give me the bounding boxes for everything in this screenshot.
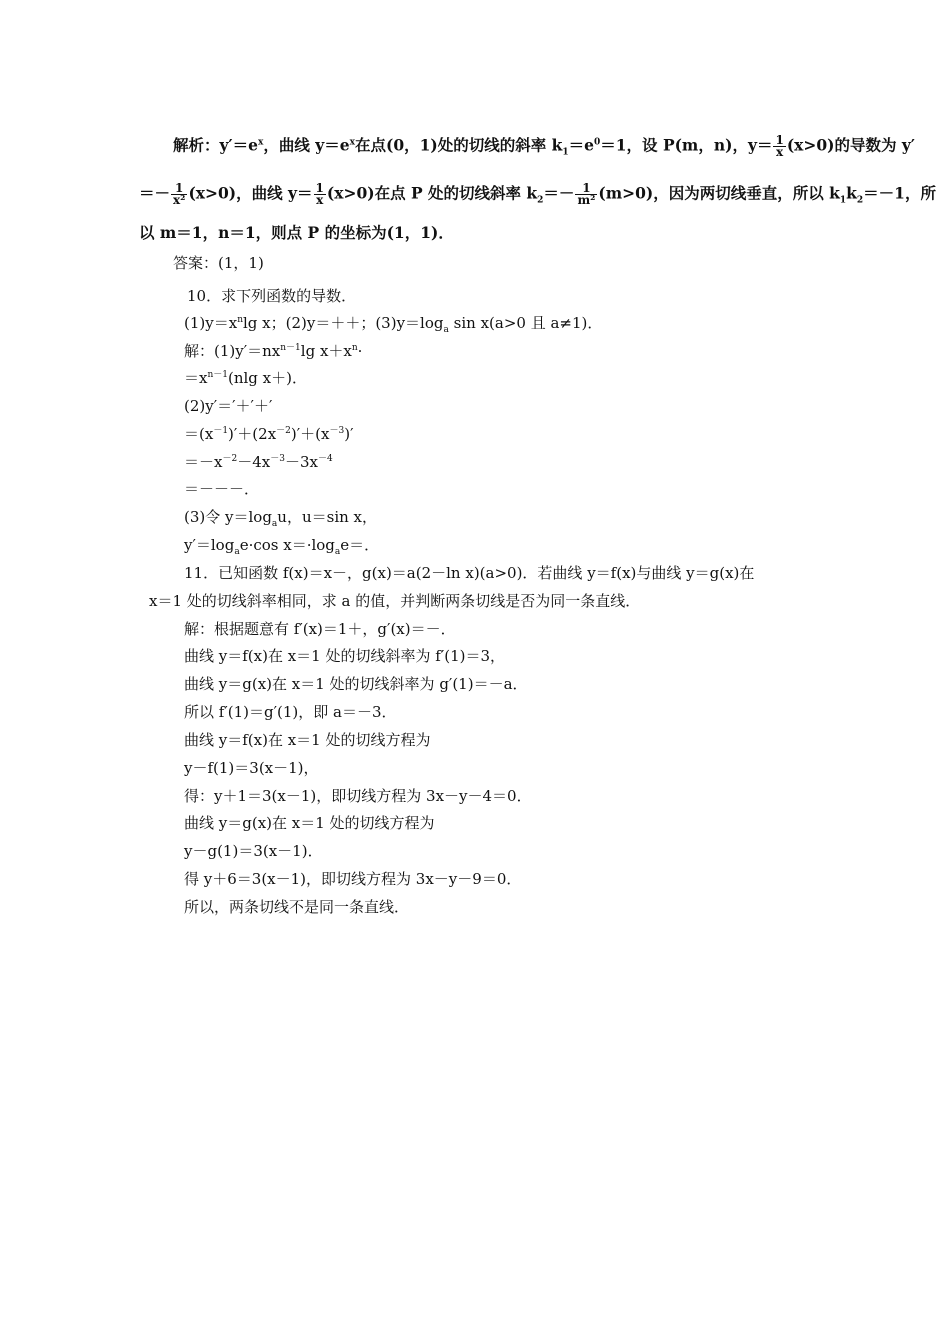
q11-line-9: y－g(1)＝3(x－1)． bbox=[184, 842, 323, 860]
text-run: lg x；(2)y＝＋＋；(3)y＝log bbox=[242, 314, 444, 332]
q11-title-line1: 11．已知函数 f(x)＝x－，g(x)＝a(2－ln x)(a>0)．若曲线 y＝f(x)与曲线 y＝g(x)在 bbox=[184, 564, 755, 582]
q10-title: 10．求下列函数的导数． bbox=[187, 287, 357, 305]
text-run: (3)令 y＝log bbox=[184, 508, 272, 526]
text-run: ＝e bbox=[568, 135, 594, 155]
text-run: )′＋(x bbox=[290, 425, 330, 443]
fraction bbox=[575, 183, 597, 206]
text-run: )′ bbox=[344, 425, 354, 443]
q10-sol2-line2 bbox=[184, 424, 353, 444]
text-run: ＝－1，所 bbox=[863, 183, 936, 203]
text-run: u，u＝sin x， bbox=[277, 508, 378, 526]
fraction-denominator: x² bbox=[173, 193, 186, 207]
q10-sol3-line1 bbox=[184, 507, 377, 527]
q10-sol2-line1: (2)y′＝′＋′＋′ bbox=[184, 397, 273, 415]
text-run: (m>0)，因为两切线垂直，所以 k bbox=[598, 183, 840, 203]
q11-line-6: y－f(1)＝3(x－1)， bbox=[184, 759, 319, 777]
fraction-denominator: x bbox=[316, 193, 324, 207]
text-run: ＝－ bbox=[543, 183, 575, 203]
fraction-numerator: 1 bbox=[171, 183, 187, 195]
subscript: 2 bbox=[537, 195, 544, 206]
q11-line-7: 得：y＋1＝3(x－1)，即切线方程为 3x－y－4＝0． bbox=[184, 787, 532, 805]
text-run: (nlg x＋)． bbox=[228, 369, 307, 387]
text-run: －3x bbox=[284, 453, 318, 471]
text-run: e＝． bbox=[340, 536, 380, 554]
text-run: · bbox=[357, 342, 363, 360]
fraction bbox=[314, 183, 326, 206]
q11-line-2: 曲线 y＝f(x)在 x＝1 处的切线斜率为 f′(1)＝3， bbox=[184, 647, 506, 665]
superscript: n bbox=[351, 343, 358, 353]
text-run: lg x＋x bbox=[300, 342, 352, 360]
text-run: y′＝log bbox=[184, 536, 235, 554]
subscript: 2 bbox=[856, 195, 864, 206]
text-run: ＝－ bbox=[139, 183, 171, 203]
fraction-numerator: 1 bbox=[575, 183, 597, 195]
q11-title-line2: x＝1 处的切线斜率相同，求 a 的值，并判断两条切线是否为同一条直线． bbox=[149, 592, 641, 610]
superscript: x bbox=[349, 137, 355, 148]
analysis-line-2 bbox=[139, 183, 936, 206]
subscript: 1 bbox=[562, 147, 569, 158]
text-run: 解：(1)y′＝nx bbox=[184, 342, 281, 360]
subscript: a bbox=[234, 547, 240, 557]
superscript: n bbox=[237, 315, 243, 325]
superscript: －4 bbox=[317, 454, 333, 464]
text-run: )′＋(2x bbox=[228, 425, 277, 443]
subscript: a bbox=[443, 325, 449, 335]
fraction-denominator: x bbox=[776, 145, 784, 159]
fraction bbox=[773, 135, 785, 158]
q11-line-3: 曲线 y＝g(x)在 x＝1 处的切线斜率为 g′(1)＝－a． bbox=[184, 675, 528, 693]
superscript: －1 bbox=[213, 426, 229, 436]
subscript: a bbox=[334, 547, 341, 557]
text-run: ＝x bbox=[184, 369, 208, 387]
fraction bbox=[171, 183, 187, 206]
fraction-numerator: 1 bbox=[775, 133, 784, 147]
q11-line-4: 所以 f′(1)＝g′(1)，即 a＝－3． bbox=[184, 703, 397, 721]
superscript: －3 bbox=[270, 454, 285, 464]
text-run: sin x(a>0 且 a≠1)． bbox=[448, 314, 603, 332]
q11-line-8: 曲线 y＝g(x)在 x＝1 处的切线方程为 bbox=[184, 814, 435, 832]
text-run: 解析：y′＝e bbox=[173, 135, 258, 155]
q11-line-10: 得 y＋6＝3(x－1)，即切线方程为 3x－y－9＝0． bbox=[184, 870, 522, 888]
answer-line: 答案：(1，1) bbox=[173, 254, 264, 272]
fraction-denominator: m² bbox=[577, 193, 596, 207]
text-run: ＝(x bbox=[184, 425, 214, 443]
q10-sol2-line3 bbox=[184, 452, 333, 472]
text-run: (x>0)的导数为 y′ bbox=[786, 135, 915, 155]
text-run: －4x bbox=[237, 453, 271, 471]
q10-sol2-line4: ＝－－－． bbox=[184, 480, 260, 498]
text-run: (x>0)，曲线 y＝ bbox=[188, 183, 313, 203]
text-run: (1)y＝x bbox=[184, 314, 238, 332]
text-run: 在点(0，1)处的切线的斜率 k bbox=[354, 135, 563, 155]
q11-line-5: 曲线 y＝f(x)在 x＝1 处的切线方程为 bbox=[184, 731, 431, 749]
text-run: ＝1，设 P(m，n)，y＝ bbox=[600, 135, 773, 155]
q10-sol1-line1 bbox=[184, 341, 362, 361]
text-run: k bbox=[846, 183, 857, 203]
text-run: (x>0)在点 P 处的切线斜率 k bbox=[326, 183, 538, 203]
text-run: ＝－x bbox=[184, 453, 223, 471]
superscript: －2 bbox=[276, 426, 291, 436]
q10-sol1-line2 bbox=[184, 368, 307, 388]
superscript: n－1 bbox=[280, 343, 301, 353]
q11-line-11: 所以，两条切线不是同一条直线． bbox=[184, 898, 410, 916]
superscript: －2 bbox=[222, 454, 238, 464]
text-run: e·cos x＝·log bbox=[239, 536, 335, 554]
q10-sol3-line2 bbox=[184, 535, 379, 555]
superscript: －3 bbox=[329, 426, 345, 436]
superscript: 0 bbox=[594, 137, 601, 148]
q10-items bbox=[184, 313, 602, 333]
analysis-line-3: 以 m＝1，n＝1，则点 P 的坐标为(1，1)． bbox=[139, 223, 454, 242]
subscript: 1 bbox=[839, 195, 847, 206]
analysis-line-1 bbox=[173, 135, 915, 158]
fraction-numerator: 1 bbox=[315, 181, 324, 195]
subscript: a bbox=[271, 519, 278, 529]
superscript: x bbox=[257, 137, 264, 148]
text-run: ，曲线 y＝e bbox=[263, 135, 350, 155]
q11-line-1: 解：根据题意有 f′(x)＝1＋，g′(x)＝－． bbox=[184, 620, 456, 638]
superscript: n－1 bbox=[207, 370, 228, 380]
